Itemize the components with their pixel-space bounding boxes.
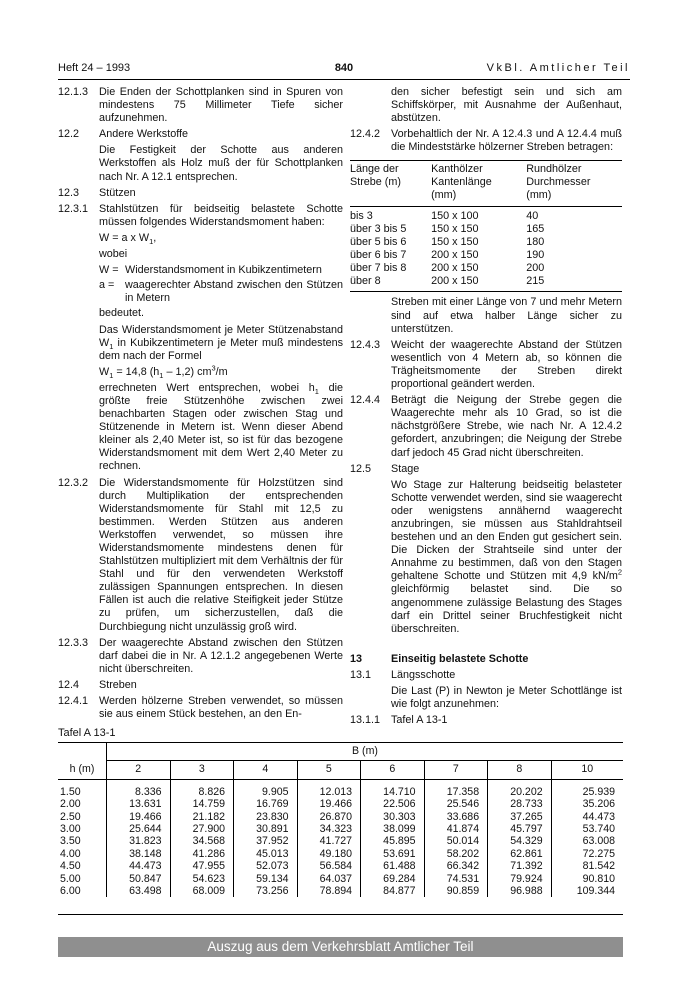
section-12-2: [58, 128, 343, 141]
after-table-text: Streben mit einer Länge von 7 und mehr Metern sind auf etwa halber Länge sicher zu unterstützen.: [391, 296, 622, 335]
section-text: Die Festigkeit der Schotte aus anderen Werkstoffen als Holz muß der für Schottplanken nach Nr. A 12.1 entsprechen.: [99, 144, 343, 183]
section-number: 12.1.3: [58, 86, 89, 98]
section-title: Längsschotte: [391, 668, 456, 681]
table-row: [58, 885, 623, 897]
section-number: 13: [350, 652, 363, 665]
table-cell: 9.905: [234, 779, 298, 798]
column-header: 6: [361, 761, 425, 779]
table-row: [58, 848, 623, 860]
table-cell: 45.895: [361, 835, 425, 847]
table-cell: 79.924: [488, 873, 552, 885]
footer-banner: Auszug aus dem Verkehrsblatt Amtlicher Teil: [58, 937, 623, 957]
table-cell: 13.631: [107, 798, 171, 810]
definition-w: W = Widerstandsmoment in Kubikzentimetern: [99, 264, 322, 277]
table-cell: 8.826: [170, 779, 234, 798]
table-cell: 34.323: [297, 823, 361, 835]
h-value: 4.50: [58, 860, 107, 872]
table-cell: 12.013: [297, 779, 361, 798]
section-13-1-1: [350, 714, 622, 727]
table-cell: 71.392: [488, 860, 552, 872]
table-cell: 90.859: [424, 885, 488, 897]
table-cell: 41.286: [170, 848, 234, 860]
table-cell: 90.810: [582, 872, 615, 885]
table-cell: 34.568: [170, 835, 234, 847]
section-12-3-2: [58, 477, 343, 634]
section-12-3-3: [58, 637, 343, 676]
table-cell: 78.894: [297, 885, 361, 897]
h-value: 2.00: [58, 798, 107, 810]
h-value: 5.00: [58, 873, 107, 885]
table-cell: 38.099: [361, 823, 425, 835]
section-text: Beträgt die Neigung der Strebe gegen die Waagerechte mehr als 10 Grad, so ist die nächstgrößere Strebe, wie nach Nr. A 12.4.2 gefordert, anzubringen; die Neigung der Strebe darf jedoch 45 Grad nicht überschreiten.: [391, 394, 622, 459]
table-cell: 25.546: [424, 798, 488, 810]
section-title: Andere Werkstoffe: [99, 128, 189, 141]
definition-a: a = waagerechter Abstand zwischen den Stützen in Metern: [99, 279, 343, 305]
h-value: 6.00: [58, 885, 107, 897]
column-header: 4: [234, 761, 298, 779]
bedeutet-label: bedeutet.: [99, 307, 145, 320]
section-13-1: [350, 669, 622, 682]
table-cell: 30.891: [234, 823, 298, 835]
paragraph-hoehe: errechneten Wert entsprechen, wobei $h_1$ die größte freie Stützenhöhe zwischen zwei benachbarten Stagen oder zwischen Stag und Stützenende in Metern ist. Wenn dieser Abend kleiner als 2,40 Meter ist, so ist für das bezogene Widerstandsmoment mit dem Wert 2,40 Meter zu rechnen.: [99, 381, 343, 473]
section-number: 12.3.1: [58, 202, 89, 215]
table-cell: 62.861: [488, 848, 552, 860]
table-row: [58, 835, 623, 847]
table-row: über 8 200 x 150 215: [350, 275, 622, 292]
section-title: Streben: [99, 678, 137, 691]
section-12-5: [350, 463, 622, 476]
table-cell: 27.900: [170, 823, 234, 835]
table-cell: 52.073: [234, 860, 298, 872]
section-number: 13.1: [350, 668, 372, 681]
table-cell: 16.769: [234, 798, 298, 810]
b-label: B (m): [107, 743, 624, 761]
column-header: 2: [107, 761, 171, 779]
table-cell: 54.329: [488, 835, 552, 847]
table-cell: 53.691: [361, 848, 425, 860]
table-cell: 53.740: [582, 823, 615, 836]
section-13: [350, 653, 622, 666]
column-header: 10: [551, 761, 623, 779]
column-header: 3: [170, 761, 234, 779]
table-cell: 58.202: [424, 848, 488, 860]
issue-label: Heft 24 – 1993: [58, 62, 131, 74]
table-row: [58, 811, 623, 823]
table-bottom-rule: [58, 914, 623, 915]
table-cell: 61.488: [361, 860, 425, 872]
table-cell: 23.830: [234, 811, 298, 823]
h-value: 4.00: [58, 848, 107, 860]
column-header: 5: [297, 761, 361, 779]
empty-corner: [58, 743, 107, 761]
table-cell: 41.727: [297, 835, 361, 847]
table-cell: 8.336: [107, 779, 171, 798]
section-number: 12.4.2: [350, 128, 381, 141]
wobei-label: wobei: [99, 248, 128, 261]
table-cell: 54.623: [170, 873, 234, 885]
header-laenge: Länge der Strebe (m): [350, 161, 431, 207]
table-cell: 109.344: [576, 885, 615, 898]
section-text: Stahlstützen für beidseitig belastete Schotte müssen folgendes Widerstandsmoment haben:: [99, 202, 343, 228]
table-cell: 49.180: [297, 848, 361, 860]
table-row: [58, 860, 623, 872]
table-cell: 37.265: [488, 811, 552, 823]
table-cell: 33.686: [424, 811, 488, 823]
section-number: 12.5: [350, 462, 372, 475]
section-text: Die Widerstandsmomente für Holzstützen sind durch Multiplikation der entsprechenden Widerstandsmomente für Stahl mit 12,5 zu bestimmen. Werden Stützen aus anderen Werkstoffen verwendet, so müssen ihre Widerstandsmomente mindestens denen für Stahlstützen multipliziert mit dem Verhältnis der für Stahl und für den verwendeten Werkstoff zulässigen Spannungen entsprechen. In diesen Fällen ist auch die relative Steifigkeit jeder Stütze zu prüfen, um sicherzustellen, daß die Durchbiegung nicht unzulässig groß wird.: [99, 476, 343, 633]
table-cell: 25.644: [107, 823, 171, 835]
table-row: [58, 873, 623, 885]
tafel-body: [58, 779, 623, 897]
table-cell: 22.506: [361, 798, 425, 810]
strebe-table: [350, 160, 622, 292]
section-title: Stützen: [99, 186, 136, 199]
section-number: 12.4.1: [58, 695, 89, 708]
table-cell: 45.013: [234, 848, 298, 860]
table-cell: 30.303: [361, 811, 425, 823]
table-cell: 84.877: [361, 885, 425, 897]
h-value: 1.50: [58, 779, 107, 798]
h-label: h (m): [58, 761, 107, 779]
section-12-4-4: [350, 394, 622, 459]
table-cell: 19.466: [297, 798, 361, 810]
tafel-table: [58, 742, 623, 897]
section-title: Einseitig belastete Schotte: [391, 652, 529, 665]
section-12-4-3: [350, 339, 622, 391]
table-cell: 38.148: [107, 848, 171, 860]
table-cell: 28.733: [488, 798, 552, 810]
table-cell: 37.952: [234, 835, 298, 847]
table-cell: 44.473: [107, 860, 171, 872]
table-row: über 6 bis 7 200 x 150 190: [350, 249, 545, 262]
table-cell: 17.358: [424, 779, 488, 798]
table-cell: 64.037: [297, 873, 361, 885]
section-12-1-3: [58, 86, 343, 125]
table-cell: 59.134: [234, 873, 298, 885]
tafel-title: Tafel A 13-1: [58, 727, 116, 739]
section-number: 12.3.3: [58, 636, 89, 649]
table-cell: 68.009: [170, 885, 234, 897]
table-cell: 31.823: [107, 835, 171, 847]
section-text: Weicht der waagerechte Abstand der Stützen wesentlich von 4 Metern ab, so können die Trägheitsmomente der Streben direkt proportional geändert werden.: [391, 338, 622, 391]
table-cell: 35.206: [582, 798, 615, 811]
table-cell: 50.014: [424, 835, 488, 847]
table-cell: 74.531: [424, 873, 488, 885]
column-header: 7: [424, 761, 488, 779]
table-cell: 69.284: [361, 873, 425, 885]
paragraph-widerstandsmoment: Das Widerstandsmoment je Meter Stützenabstand $W_1$ in Kubikzentimetern je Meter muß mindestens dem nach der Formel: [99, 323, 343, 362]
h-value: 3.00: [58, 823, 107, 835]
h-value: 3.50: [58, 835, 107, 847]
section-number: 12.4.4: [350, 394, 381, 407]
table-cell: 45.797: [488, 823, 552, 835]
table-cell: 73.256: [234, 885, 298, 897]
section-text: Die Enden der Schottplanken sind in Spuren von mindestens 75 Millimeter Tiefe sicher aufzunehmen.: [99, 86, 343, 125]
section-12-4: [58, 679, 343, 692]
section-text: Werden hölzerne Streben verwendet, so müssen sie aus einem Stück bestehen, an den En-: [99, 695, 343, 721]
table-cell: 63.498: [107, 885, 171, 897]
table-cell: 41.874: [424, 823, 488, 835]
section-12-3-1: [58, 203, 343, 229]
section-title: Tafel A 13-1: [391, 714, 448, 727]
formula-w: W = a x $W_1$,: [99, 231, 157, 247]
table-cell: 26.870: [297, 811, 361, 823]
tafel-b-header-row: [58, 743, 623, 761]
header-rule: [58, 79, 630, 80]
table-cell: 72.275: [582, 847, 615, 860]
table-row: über 5 bis 6 150 x 150 180: [350, 236, 545, 249]
table-cell: 20.202: [488, 779, 552, 798]
strebe-table-header: [350, 161, 622, 207]
section-text: Der waagerechte Abstand zwischen den Stützen darf dabei die in Nr. A 12.1.2 angegebenen Werte nicht überschreiten.: [99, 636, 343, 675]
section-text: Vorbehaltlich der Nr. A 12.4.3 und A 12.4.4 muß die Mindeststärke hölzerner Streben betragen:: [391, 128, 622, 154]
section-number: 12.4.3: [350, 338, 381, 351]
table-cell: 47.955: [170, 860, 234, 872]
stage-text: Wo Stage zur Halterung beidseitig belasteter Schotte verwendet werden, sind sie waagerecht oder wenigstens annähernd waagerecht anzubringen, sie müssen aus Stahldrahtseil bestehen und an den Enden gut gesichert sein. Die Dicken der Strahtseile sind unter der Annahme zu bestimmen, daß von den Stagen gehaltene Schotte und Stützen mit 4,9 $kN/m^2$ gleichförmig belastet sind. Die so angenommene zulässige Belastung des Stages darf ein Drittel seiner Bruchfestigkeit nicht überschreiten.: [391, 478, 622, 635]
table-cell: 63.008: [582, 835, 615, 848]
column-header: 8: [488, 761, 552, 779]
table-cell: 14.759: [170, 798, 234, 810]
table-row: [58, 823, 623, 835]
section-12-4-2: [350, 128, 622, 154]
table-cell: 66.342: [424, 860, 488, 872]
table-cell: 14.710: [361, 779, 425, 798]
publication-name: VkBl. Amtlicher Teil: [486, 62, 630, 74]
section-title: Stage: [391, 462, 420, 475]
section-text: Die Last (P) in Newton je Meter Schottlänge ist wie folgt anzunehmen:: [391, 685, 622, 711]
header-kanthoelzer: Kanthölzer Kantenlänge (mm): [431, 161, 518, 207]
table-cell: 25.939: [582, 785, 615, 798]
table-cell: 50.847: [107, 873, 171, 885]
section-number: 13.1.1: [350, 714, 381, 727]
table-cell: 56.584: [297, 860, 361, 872]
table-cell: 81.542: [582, 860, 615, 873]
table-cell: 21.182: [170, 811, 234, 823]
table-row: [58, 798, 623, 810]
table-cell: 44.473: [582, 810, 615, 823]
table-row: bis 3 150 x 100 40: [350, 210, 539, 223]
h-value: 2.50: [58, 811, 107, 823]
page-number: 840: [334, 62, 354, 74]
continued-text: den sicher befestigt sein und sich am Schiffskörper, mit Ausnahme der Außenhaut, abstützen.: [391, 86, 622, 125]
header-rundhoelzer: Rundhölzer Durchmesser (mm): [518, 161, 622, 207]
section-number: 12.3.2: [58, 476, 89, 489]
table-row: über 7 bis 8 200 x 150 200: [350, 262, 545, 275]
section-12-4-1: [58, 695, 343, 721]
table-row: [58, 779, 623, 798]
table-cell: 19.466: [107, 811, 171, 823]
section-number: 12.4: [58, 678, 80, 691]
left-column: [58, 86, 343, 724]
section-number: 12.3: [58, 186, 80, 199]
spacer: [350, 639, 622, 653]
formula-w1: $W_1 = 14,8$ $(h_1 - 1,2)$ $cm^3/m$: [99, 363, 228, 380]
table-row: über 3 bis 5 150 x 150 165: [350, 223, 545, 236]
tafel-column-header-row: [58, 761, 623, 779]
section-12-3: [58, 187, 343, 200]
table-cell: 96.988: [488, 885, 552, 897]
right-column: [350, 86, 622, 730]
page-header: [58, 62, 630, 80]
section-number: 12.2: [58, 128, 80, 141]
